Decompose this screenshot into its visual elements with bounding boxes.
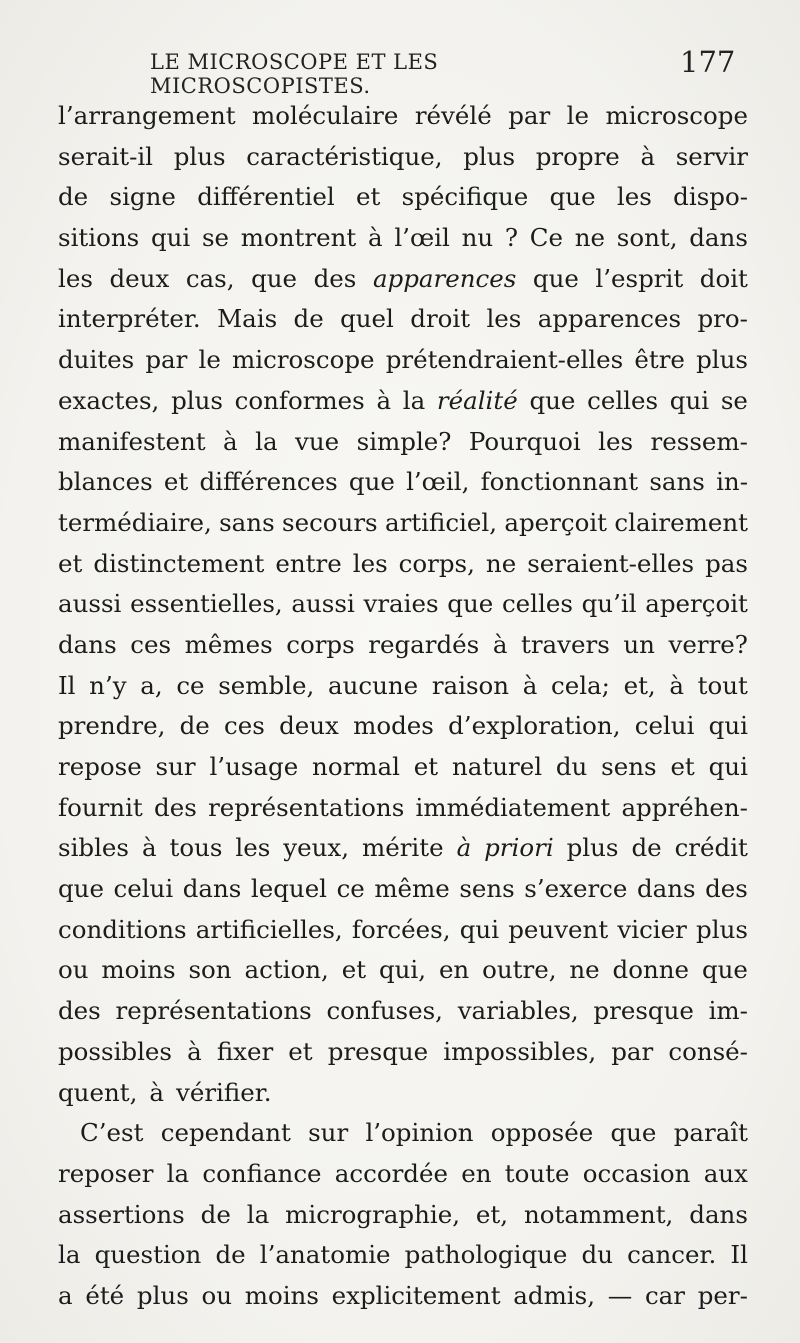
word: confuses, xyxy=(326,996,443,1026)
word: vérifier. xyxy=(175,1077,272,1107)
word: de xyxy=(179,711,210,741)
word: l’œil, xyxy=(406,467,470,497)
word: que xyxy=(610,1118,657,1148)
word: ? xyxy=(504,223,519,253)
word: sans xyxy=(649,467,705,497)
running-title: LE MICROSCOPE ET LES MICROSCOPISTES. xyxy=(150,50,439,98)
text-line xyxy=(58,299,748,340)
word: à xyxy=(141,833,157,863)
text-line xyxy=(58,1235,748,1276)
word: que xyxy=(348,467,395,497)
word: ou xyxy=(58,955,89,985)
word: Ce xyxy=(529,223,564,253)
word: à xyxy=(367,223,383,253)
word: variables, xyxy=(457,996,579,1026)
word: a xyxy=(58,1280,73,1310)
word: être xyxy=(634,345,685,375)
word: confiance xyxy=(202,1158,322,1188)
word: signe xyxy=(109,182,176,212)
word: par xyxy=(611,1036,654,1066)
word: doit xyxy=(699,263,748,293)
word: qui, xyxy=(378,955,427,985)
text-line xyxy=(58,177,748,218)
word: à xyxy=(376,385,392,415)
word: sont, xyxy=(616,223,678,253)
word: la xyxy=(255,426,278,456)
word: fixer xyxy=(216,1036,274,1066)
word: les xyxy=(58,263,93,293)
word: distinctement xyxy=(93,548,265,578)
word: serait-il xyxy=(58,141,154,171)
word: fournit xyxy=(58,792,143,822)
word: assertions xyxy=(58,1199,185,1229)
word: celles xyxy=(501,589,573,619)
word: yeux, xyxy=(283,833,350,863)
word: sibles xyxy=(58,833,129,863)
word: plus xyxy=(463,141,516,171)
word: que xyxy=(447,589,494,619)
word: différentiel xyxy=(197,182,335,212)
word: naturel xyxy=(451,752,543,781)
word: à xyxy=(149,1077,164,1107)
word: aucune xyxy=(327,670,419,700)
word: qui xyxy=(150,223,191,253)
word: Mais xyxy=(217,304,278,334)
word: été xyxy=(85,1280,125,1310)
word: reposer xyxy=(58,1158,154,1188)
text-line xyxy=(58,381,748,422)
word: conformes xyxy=(234,385,365,415)
word: repose xyxy=(58,752,142,781)
word: artificiel, xyxy=(384,507,498,537)
word: moins xyxy=(244,1280,319,1310)
word: de xyxy=(58,182,89,212)
word: pas xyxy=(705,548,748,578)
word: apparences xyxy=(537,304,682,334)
word: que xyxy=(58,874,104,904)
word: sitions xyxy=(58,223,140,253)
word: cela; xyxy=(551,670,610,700)
word: droit xyxy=(410,304,471,334)
word: plus xyxy=(173,141,226,171)
word: la xyxy=(166,1158,190,1188)
word: entre xyxy=(275,548,342,578)
word: cas, xyxy=(185,263,235,293)
word: qu’il xyxy=(581,589,637,619)
word: im- xyxy=(708,996,748,1026)
word: qui xyxy=(708,711,748,741)
word: corps, xyxy=(398,548,475,578)
word: et xyxy=(163,467,189,497)
word: Il xyxy=(730,1240,748,1270)
word: crédit xyxy=(674,833,748,863)
word: sur xyxy=(308,1118,349,1148)
word: clairement xyxy=(614,507,748,537)
word: que xyxy=(701,955,748,985)
word: que xyxy=(532,263,579,293)
word: lequel xyxy=(250,874,328,904)
word: de xyxy=(293,304,324,334)
word: vraies xyxy=(363,589,439,619)
word: sans xyxy=(219,507,275,537)
word: et, xyxy=(475,1199,509,1229)
word: seraient-elles xyxy=(527,548,695,578)
word: les xyxy=(235,833,271,863)
word: représentations xyxy=(208,792,405,822)
word: celles xyxy=(587,385,659,415)
word: microscope xyxy=(232,345,375,375)
word: réalité xyxy=(436,385,518,415)
word: dans xyxy=(636,874,696,904)
text-line xyxy=(58,788,748,829)
word: et xyxy=(413,752,439,781)
word: sens xyxy=(459,874,515,904)
word: des xyxy=(705,874,748,904)
word: aux xyxy=(703,1158,748,1188)
word: à xyxy=(456,833,472,863)
text-line xyxy=(58,259,748,300)
word: forcées, xyxy=(351,914,451,944)
word: deux xyxy=(109,263,170,293)
word: le xyxy=(198,345,221,375)
word: modes xyxy=(353,711,434,741)
word: plus xyxy=(136,1280,189,1310)
word: celui xyxy=(634,711,695,741)
word: paraît xyxy=(673,1118,748,1148)
word: aperçoit xyxy=(504,507,608,537)
word: à xyxy=(223,426,238,456)
word: dans xyxy=(58,629,117,659)
word: s’exerce xyxy=(524,874,628,904)
word: des xyxy=(313,263,357,293)
word: se xyxy=(201,223,230,253)
text-line xyxy=(58,96,748,137)
word: à xyxy=(187,1036,202,1066)
word: par xyxy=(508,101,551,130)
word: la xyxy=(58,1240,81,1270)
word: travers xyxy=(521,629,610,659)
word: vicier xyxy=(617,914,687,944)
word: vue xyxy=(295,426,340,456)
text-line xyxy=(58,910,748,951)
word: l’esprit xyxy=(595,263,684,293)
word: les xyxy=(598,426,634,456)
word: à xyxy=(522,670,538,700)
word: explicitement xyxy=(331,1280,501,1310)
word: ne xyxy=(569,955,600,985)
word: les xyxy=(486,304,522,334)
word: ne xyxy=(485,548,517,578)
word: in- xyxy=(716,467,748,497)
word: son xyxy=(188,955,232,985)
word: presque xyxy=(593,996,694,1026)
word: ce xyxy=(176,670,205,700)
word: à xyxy=(669,670,684,700)
word: qui xyxy=(459,914,500,944)
word: interpréter. xyxy=(58,304,201,334)
word: priori xyxy=(484,833,554,863)
word: l’anatomie xyxy=(259,1240,391,1270)
word: pro- xyxy=(697,304,748,334)
word: et xyxy=(58,548,83,578)
word: en xyxy=(438,955,470,985)
word: prétendraient-elles xyxy=(385,345,624,375)
word: blances xyxy=(58,467,153,497)
word: fonctionnant xyxy=(480,467,639,497)
text-line xyxy=(58,1073,748,1114)
body-text xyxy=(58,96,748,1317)
word: n’y xyxy=(89,670,127,700)
word: révélé xyxy=(414,101,492,130)
word: ou xyxy=(201,1280,233,1310)
word: plus xyxy=(566,833,619,863)
word: regardés xyxy=(368,629,480,659)
word: de xyxy=(200,1199,231,1229)
word: toute xyxy=(504,1158,570,1188)
word: les xyxy=(616,182,652,212)
word: d’exploration, xyxy=(448,711,621,741)
word: admis, xyxy=(513,1280,595,1310)
word: à xyxy=(492,629,508,659)
word: raison xyxy=(431,670,510,700)
word: de xyxy=(631,833,662,863)
word: dispo- xyxy=(673,182,748,212)
text-line xyxy=(58,747,748,788)
word: opposée xyxy=(490,1118,594,1148)
word: simple? xyxy=(356,426,452,456)
word: l’opinion xyxy=(365,1118,474,1148)
page-number: 177 xyxy=(680,45,736,79)
word: secours xyxy=(282,507,378,537)
text-line xyxy=(58,828,748,869)
word: tout xyxy=(697,670,748,700)
word: et xyxy=(355,182,381,212)
word: un xyxy=(623,629,655,659)
word: moléculaire xyxy=(252,101,399,130)
word: et xyxy=(288,1036,313,1066)
word: celui xyxy=(113,874,174,904)
word: accordée xyxy=(334,1158,448,1188)
word: presque xyxy=(327,1036,429,1066)
word: en xyxy=(461,1158,492,1188)
word: spécifique xyxy=(401,182,529,212)
word: plus xyxy=(171,385,223,415)
word: consé- xyxy=(668,1036,748,1066)
word: plus xyxy=(696,914,748,944)
word: duites xyxy=(58,345,135,375)
word: peuvent xyxy=(508,914,609,944)
word: qui xyxy=(669,385,710,415)
word: ces xyxy=(224,711,265,741)
word: plus xyxy=(696,345,748,375)
text-line xyxy=(58,1154,748,1195)
word: per- xyxy=(697,1280,748,1310)
word: dans xyxy=(689,223,748,253)
word: aperçoit xyxy=(645,589,748,619)
word: l’usage xyxy=(209,752,299,781)
word: impossibles, xyxy=(443,1036,597,1066)
text-line xyxy=(58,544,748,585)
word: l’arrangement xyxy=(58,101,236,130)
word: la xyxy=(402,385,426,415)
word: dans xyxy=(689,1199,748,1229)
text-line xyxy=(58,1276,748,1317)
word: à xyxy=(640,141,656,171)
word: nu xyxy=(461,223,494,253)
word: apparences xyxy=(372,263,517,293)
word: aussi xyxy=(58,589,122,619)
word: du xyxy=(555,752,588,781)
word: verre? xyxy=(668,629,748,659)
word: occasion xyxy=(582,1158,691,1188)
word: se xyxy=(720,385,748,415)
word: appréhen- xyxy=(621,792,748,822)
word: semble, xyxy=(218,670,315,700)
word: servir xyxy=(675,141,748,171)
word: exactes, xyxy=(58,385,160,415)
word: car xyxy=(644,1280,685,1310)
word: outre, xyxy=(482,955,557,985)
word: caractéristique, xyxy=(246,141,443,171)
word: même xyxy=(374,874,450,904)
text-line xyxy=(58,340,748,381)
text-line xyxy=(58,1032,748,1073)
word: sens xyxy=(601,752,657,781)
word: dans xyxy=(182,874,242,904)
word: qui xyxy=(708,752,748,781)
word: cependant xyxy=(160,1118,291,1148)
word: des xyxy=(154,792,197,822)
word: quent, xyxy=(58,1077,138,1107)
word: microscope xyxy=(605,101,748,130)
word: ne xyxy=(574,223,606,253)
word: deux xyxy=(279,711,339,741)
word: normal xyxy=(312,752,400,781)
text-line xyxy=(58,869,748,910)
text-line xyxy=(58,422,748,463)
word: immédiatement xyxy=(415,792,611,822)
word: que xyxy=(251,263,298,293)
word: action, xyxy=(244,955,329,985)
word: que xyxy=(529,385,576,415)
word: conditions xyxy=(58,914,187,944)
word: mêmes xyxy=(184,629,273,659)
word: ces xyxy=(130,629,172,659)
word: manifestent xyxy=(58,426,206,456)
word: différences xyxy=(199,467,338,497)
word: C’est xyxy=(80,1118,144,1148)
word: artificielles, xyxy=(195,914,343,944)
text-line xyxy=(58,991,748,1032)
word: sur xyxy=(155,752,196,781)
word: quel xyxy=(340,304,394,334)
text-line xyxy=(58,503,748,544)
word: tous xyxy=(169,833,223,863)
word: de xyxy=(215,1240,246,1270)
word: mérite xyxy=(361,833,444,863)
word: prendre, xyxy=(58,711,166,741)
word: et xyxy=(341,955,367,985)
word: ce xyxy=(336,874,365,904)
word: le xyxy=(566,101,590,130)
word: notamment, xyxy=(523,1199,674,1229)
text-line xyxy=(58,706,748,747)
word: la xyxy=(246,1199,270,1229)
word: micrographie, xyxy=(285,1199,460,1229)
text-line xyxy=(58,666,748,707)
word: question xyxy=(94,1240,202,1270)
text-line xyxy=(58,1113,748,1154)
word: du xyxy=(581,1240,613,1270)
word: montrent xyxy=(240,223,357,253)
word: propre xyxy=(535,141,620,171)
word: que xyxy=(549,182,596,212)
word: a, xyxy=(140,670,163,700)
word: cancer. xyxy=(627,1240,717,1270)
text-line xyxy=(58,625,748,666)
word: et, xyxy=(623,670,656,700)
text-line xyxy=(58,1195,748,1236)
word: pathologique xyxy=(404,1240,568,1270)
word: par xyxy=(145,345,188,375)
word: donne xyxy=(612,955,690,985)
text-line xyxy=(58,584,748,625)
text-line xyxy=(58,950,748,991)
text-line xyxy=(58,218,748,259)
word: — xyxy=(607,1280,633,1310)
word: les xyxy=(352,548,388,578)
word: l’œil xyxy=(394,223,450,253)
word: termédiaire, xyxy=(58,507,212,537)
word: ressem- xyxy=(650,426,748,456)
word: possibles xyxy=(58,1036,173,1066)
word: aussi xyxy=(291,589,355,619)
word: des xyxy=(58,996,101,1026)
word: et xyxy=(670,752,695,781)
word: représentations xyxy=(115,996,312,1026)
word: corps xyxy=(286,629,355,659)
word: Pourquoi xyxy=(468,426,581,456)
text-line xyxy=(58,137,748,178)
word: Il xyxy=(58,670,76,700)
word: essentielles, xyxy=(130,589,283,619)
text-line xyxy=(58,462,748,503)
word: moins xyxy=(101,955,176,985)
